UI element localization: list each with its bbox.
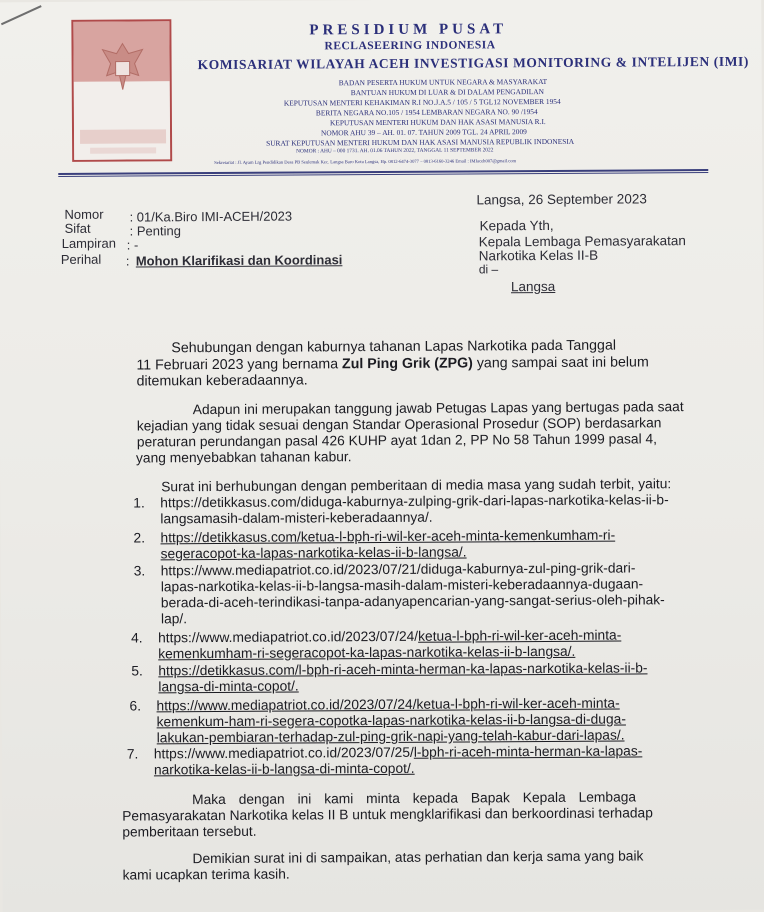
news-link-4[interactable]: https://www.mediapatriot.co.id/2023/07/24/ketua-l-bph-ri-wil-ker-aceh-minta- [158, 627, 622, 646]
para1-line: ditemukan keberadaannya. [136, 372, 308, 390]
perihal-label: Perihal [60, 251, 102, 267]
legal-line: NOMOR AHU 39 – AH. 01. 07. TAHUN 2009 TGL. 24 APRIL 2009 [320, 127, 527, 138]
news-link-5[interactable]: https://detikkasus.com/l-bph-ri-aceh-minta-herman-ka-lapas-narkotika-kelas-ii-b- [158, 660, 648, 679]
para3-intro: Surat ini berhubungan dengan pemberitaan di media masa yang sudah terbit, yaitu: [161, 476, 672, 495]
perihal-value: Mohon Klarifikasi dan Koordinasi [135, 252, 343, 269]
recipient-di: di – [478, 262, 499, 277]
para2-line: kejadian yang tidak sesuai dengan Standar Operasional Prosedur (SOP) berdasarkan [136, 415, 662, 434]
para4-line: pemberitaan tersebut. [122, 823, 257, 840]
legal-line: KEPUTUSAN MENTERI HUKUM DAN HAK ASASI MANUSIA R.I. [329, 116, 546, 128]
lampiran-label: Lampiran [61, 235, 116, 251]
para5-line: Demikian surat ini di sampaikan, atas perhatian dan kerja sama yang baik [192, 848, 644, 867]
news-link-1[interactable]: https://detikkasus.com/diduga-kaburnya-zulping-grik-dari-lapas-narkotika-kelas-ii-b- [160, 492, 669, 511]
legal-line: NOMOR : AHU – 000 1731. AH. 01.06 TAHUN 2022, TANGGAL 11 SEPTEMBER 2022 [296, 147, 494, 155]
secretariat-address: Sekretariat : Jl. Ayam Lrg Pendidikan Desa PB Seulemak Kec. Langsa Baro Kota Langsa, Hp. 0812-6474-3077 – 0813-6160-3246 Email : IMIaceh007@gmail.com [214, 158, 517, 166]
para2-line: peraturan perundangan pasal 426 KUHP ayat 1dan 2, PP No 58 Tahun 1999 pasal 4, [136, 431, 658, 450]
legal-line: SURAT KEPUTUSAN MENTERI HUKUM DAN HAK ASASI MANUSIA REPUBLIK INDONESIA [266, 136, 575, 148]
news-link-7[interactable]: https://www.mediapatriot.co.id/2023/07/25/l-bph-ri-aceh-minta-herman-ka-lapas- [153, 743, 643, 762]
recipient-greeting: Kepada Yth, [479, 217, 554, 234]
news-link-6-cont[interactable]: lakukan-pembiaran-terhadap-zul-ping-grik-napi-yang-telah-kabur-dari-lapas/. [156, 727, 625, 746]
list-number: 4. [131, 630, 143, 646]
list-number: 5. [131, 663, 143, 679]
para4-line: Pemasyarakatan Narkotika kelas II B untuk mengklarifikasi dan berkoordinasi terhadap [122, 805, 653, 824]
news-link-4-cont[interactable]: kemenkumham-ri-segeracopot-ka-lapas-narkotika-kelas-ii-b-langsa/. [158, 643, 576, 662]
news-link-3-cont[interactable]: berada-di-aceh-terindikasi-tanpa-adanyapencarian-yang-sangat-serius-oleh-pihak- [160, 592, 665, 611]
recipient-title: Kepala Lembaga Pemasyarakatan [478, 233, 686, 250]
garuda-emblem-logo [71, 19, 172, 162]
list-number: 2. [133, 530, 146, 546]
letter-date: Langsa, 26 September 2023 [476, 191, 647, 208]
sifat-label: Sifat [64, 220, 91, 236]
para5-line: kami ucapkan terima kasih. [122, 866, 290, 883]
legal-line: BANTUAN HUKUM DI LUAR & DI DALAM PENGADILAN [350, 87, 544, 98]
para1-line: 11 Februari 2023 yang bernama Zul Ping Grik (ZPG) yang sampai saat ini belum [136, 354, 649, 374]
news-link-6-cont[interactable]: kemenkum-ham-ri-segera-copotka-lapas-narkotika-kelas-ii-b-langsa-di-duga- [156, 711, 626, 730]
news-link-7-cont[interactable]: narkotika-kelas-ii-b-langsa-di-minta-copot/. [153, 760, 415, 778]
para2-line: Adapun ini merupakan tanggung jawab Petugas Lapas yang bertugas pada saat [192, 399, 684, 418]
legal-line: KEPUTUSAN MENTERI KEHAKIMAN R.I NO.J.A.5 / 105 / 5 TGL12 NOVEMBER 1954 [283, 96, 561, 108]
list-number: 1. [133, 495, 145, 511]
para4-line: Maka dengan ini kami minta kepada Bapak Kepala Lembaga [192, 789, 637, 808]
sifat-value: : Penting [129, 223, 181, 239]
paper-fold-mark [0, 2, 57, 42]
news-link-2[interactable]: https://detikkasus.com/ketua-l-bph-ri-wil-ker-aceh-minta-kemenkumham-ri- [160, 527, 616, 546]
news-link-2-cont[interactable]: segeracopot-ka-lapas-narkotika-kelas-ii-b-langsa/. [160, 544, 467, 562]
news-link-1-cont[interactable]: langsamasih-dalam-misteri-keberadaannya/. [160, 509, 433, 527]
list-number: 7. [126, 746, 139, 762]
para2-line: yang menyebabkan tahanan kabur. [135, 449, 352, 466]
news-link-6[interactable]: https://www.mediapatriot.co.id/2023/07/24/ketua-l-bph-ri-wil-ker-aceh-minta- [156, 695, 620, 714]
legal-line: BADAN PESERTA HUKUM UNTUK NEGARA & MASYARAKAT [338, 76, 548, 88]
list-number: 6. [129, 698, 142, 714]
news-link-3-cont[interactable]: lapas-narkotika-kelas-ii-b-langsa-masih-dalam-misteri-keberadaannya-dugaan- [160, 576, 644, 595]
fugitive-name: Zul Ping Grik (ZPG) [341, 355, 473, 373]
lampiran-value: : - [126, 237, 139, 253]
legal-line: BERITA NEGARA NO.105 / 1954 LEMBARAN NEGARA NO. 90 /1954 [315, 107, 538, 118]
perihal-colon: : [125, 253, 130, 269]
letterhead-subtitle: RECLASEERING INDONESIA [324, 39, 496, 53]
recipient-city: Langsa [510, 278, 556, 295]
recipient-class: Narkotika Kelas II-B [478, 247, 599, 264]
nomor-value: : 01/Ka.Biro IMI-ACEH/2023 [129, 208, 293, 225]
news-link-3-cont[interactable]: lap/. [160, 611, 188, 627]
list-number: 3. [133, 563, 146, 579]
para1-line: Sehubungan dengan kaburnya tahanan Lapas Narkotika pada Tanggal [171, 337, 617, 357]
letterhead-title: PRESIDIUM PUSAT [309, 21, 508, 39]
news-link-3[interactable]: https://www.mediapatriot.co.id/2023/07/21/diduga-kaburnya-zul-ping-grik-dari- [160, 560, 636, 579]
nomor-label: Nomor [64, 206, 104, 222]
letterhead-org: KOMISARIAT WILAYAH ACEH INVESTIGASI MONITORING & INTELIJEN (IMI) [197, 53, 750, 73]
news-link-5-cont[interactable]: langsa-di-minta-copot/. [158, 678, 299, 695]
